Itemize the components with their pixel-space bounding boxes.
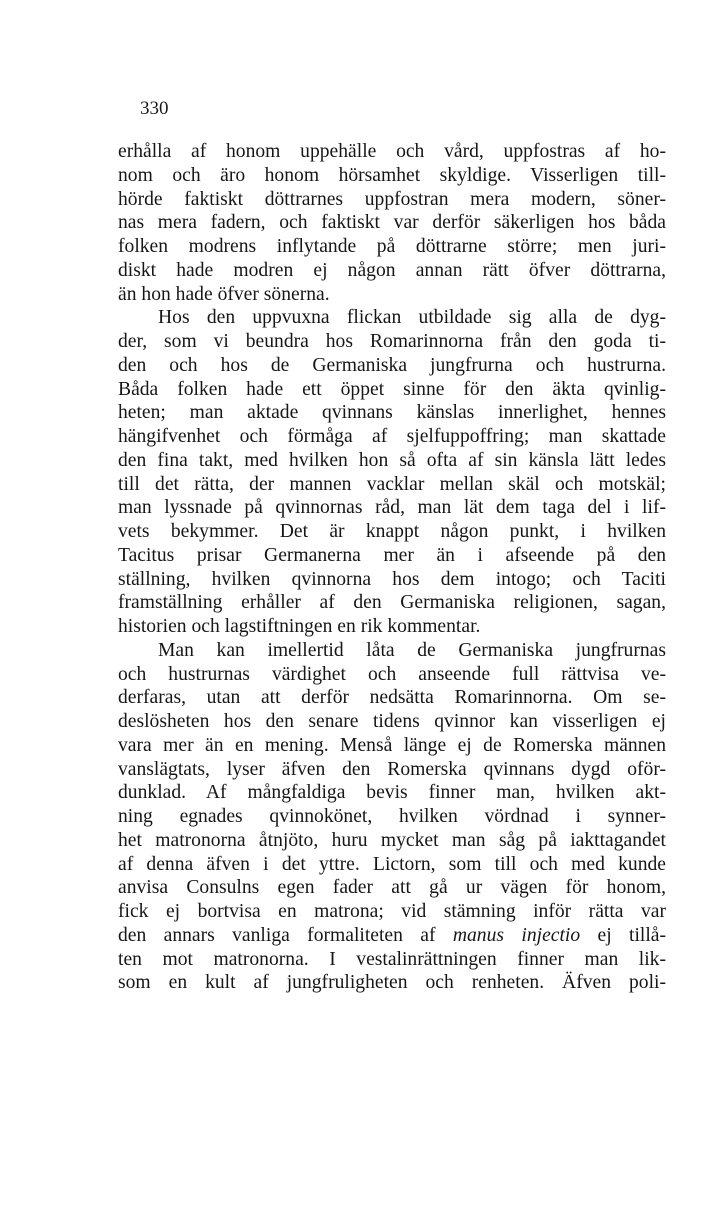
text-segment: den annars vanliga formaliteten af: [118, 924, 453, 946]
paragraph-start-line: Hos den uppvuxna flickan utbildade sig alla de dyg-: [158, 307, 666, 329]
text-line: Tacitus prisar Germanerna mer än i afseende på den: [118, 544, 666, 566]
text-line: än hon hade öfver sönerna.: [118, 283, 330, 305]
text-line: fick ej bortvisa en matrona; vid stämning inför rätta var: [118, 901, 666, 922]
text-line: hängifvenhet och förmåga af sjelfuppoffring; man skattade: [118, 426, 666, 447]
text-line: ställning, hvilken qvinnorna hos dem intogo; och Taciti: [118, 568, 666, 590]
text-line: som en kult af jungfruligheten och renheten. Äfven poli-: [118, 972, 666, 994]
text-line: den och hos de Germaniska jungfrurna och hustrurna.: [118, 354, 666, 376]
text-line: dunklad. Af mångfaldiga bevis finner man, hvilken akt-: [118, 782, 666, 804]
text-line: het matronorna åtnjöto, huru mycket man såg på iakttagandet: [118, 829, 666, 851]
text-line: anvisa Consulns egen fader att gå ur vägen för honom,: [118, 877, 666, 899]
text-line: man lyssnade på qvinnornas råd, man lät dem taga del i lif-: [118, 497, 666, 519]
text-line: deslösheten hos den senare tidens qvinnor kan visserligen ej: [118, 711, 666, 732]
text-line: Båda folken hade ett öppet sinne för den äkta qvinlig-: [118, 378, 666, 400]
text-line: heten; man aktade qvinnans känslas innerlighet, hennes: [118, 402, 666, 424]
text-segment: ej tillå-: [580, 924, 667, 946]
text-line: folken modrens inflytande på döttrarne större; men juri-: [118, 236, 666, 257]
text-line: diskt hade modren ej någon annan rätt öfver döttrarna,: [118, 259, 666, 281]
text-line: den fina takt, med hvilken hon så ofta af sin känsla lätt ledes: [118, 449, 666, 471]
paragraph-start-line: Man kan imellertid låta de Germaniska jungfrurnas: [158, 639, 666, 661]
text-line: erhålla af honom uppehälle och vård, uppfostras af ho-: [118, 141, 666, 162]
text-line: och hustrurnas värdighet och anseende full rättvisa ve-: [118, 663, 666, 685]
text-line-with-italic: [118, 924, 666, 948]
text-line: till det rätta, der mannen vacklar mellan skäl och motskäl;: [118, 473, 666, 495]
text-line: nom och äro honom hörsamhet skyldige. Visserligen till-: [118, 164, 666, 186]
page-number: 330: [140, 98, 169, 119]
body-text: [118, 140, 666, 995]
text-line: vets bekymmer. Det är knappt någon punkt, i hvilken: [118, 521, 666, 542]
text-line: der, som vi beundra hos Romarinnorna från den goda ti-: [118, 331, 666, 352]
italic-term: manus injectio: [452, 924, 581, 946]
text-line: hörde faktiskt döttrarnes uppfostran mera modern, söner-: [118, 188, 666, 210]
text-line: ten mot matronorna. I vestalinrättningen finner man lik-: [118, 948, 666, 970]
text-line: nas mera fadern, och faktiskt var derför säkerligen hos båda: [118, 212, 666, 234]
text-line: vanslägtats, lyser äfven den Romerska qvinnans dygd oför-: [118, 758, 666, 780]
text-line: af denna äfven i det yttre. Lictorn, som till och med kunde: [118, 853, 666, 875]
text-line: historien och lagstiftningen en rik kommentar.: [118, 616, 481, 637]
text-line: derfaras, utan att derför nedsätta Romarinnorna. Om se-: [118, 687, 666, 709]
text-line: vara mer än en mening. Menså länge ej de Romerska männen: [118, 734, 666, 756]
text-line: ning egnades qvinnokönet, hvilken vördnad i synner-: [118, 806, 666, 827]
text-line: framställning erhåller af den Germaniska religionen, sagan,: [118, 592, 666, 614]
